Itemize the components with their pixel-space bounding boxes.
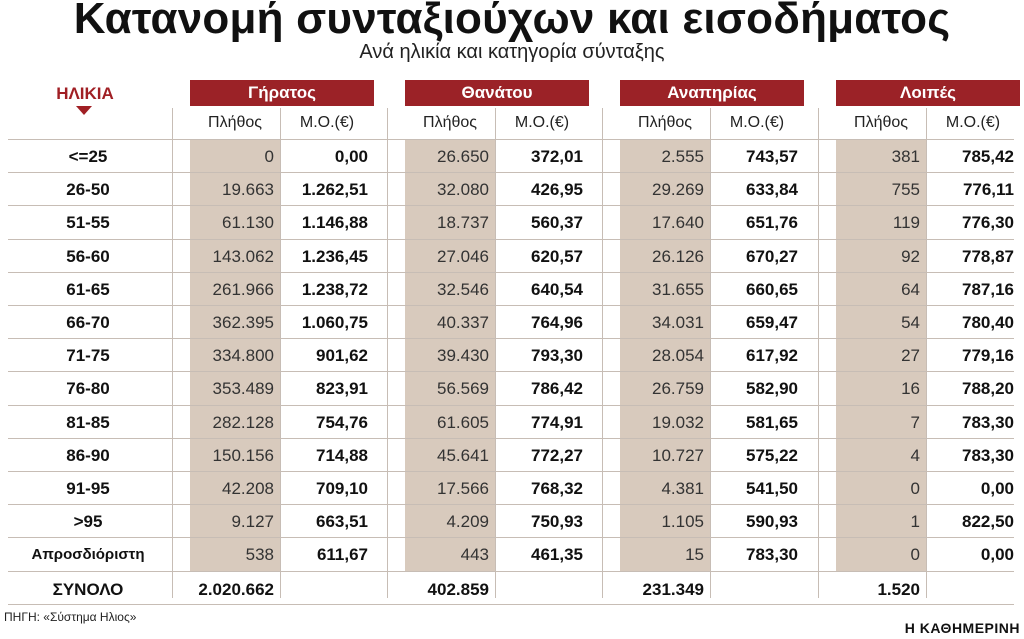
column-divider	[818, 108, 819, 598]
count-cell: 4	[910, 446, 920, 465]
group-header-label: Θανάτου	[405, 80, 589, 106]
avg-amount-cell: 793,30	[531, 346, 583, 365]
count-cell: 353.489	[212, 379, 274, 398]
age-group-label: 66-70	[66, 313, 110, 332]
age-group-label: 61-65	[66, 280, 110, 299]
avg-amount-cell: 560,37	[531, 213, 583, 232]
total-count-cell: 1.520	[877, 580, 920, 599]
count-cell: 381	[891, 147, 920, 166]
avg-amount-cell: 633,84	[746, 180, 798, 199]
avg-amount-cell: 663,51	[316, 512, 368, 531]
group-header-4	[836, 80, 1020, 106]
count-cell: 45.641	[437, 446, 489, 465]
group-header-1	[190, 80, 374, 106]
avg-amount-cell: 776,11	[962, 180, 1014, 199]
count-cell: 119	[892, 213, 920, 232]
column-divider	[172, 108, 173, 598]
avg-amount-cell: 823,91	[316, 379, 368, 398]
avg-amount-cell: 590,93	[746, 512, 798, 531]
group-header-label: Λοιπές	[836, 80, 1020, 106]
count-cell: 28.054	[652, 346, 704, 365]
count-cell: 0	[910, 479, 920, 498]
avg-amount-cell: 776,30	[962, 213, 1014, 232]
avg-amount-cell: 1.236,45	[301, 247, 368, 266]
count-cell: 4.209	[446, 512, 489, 531]
age-group-label: >95	[73, 512, 103, 531]
count-cell: 32.546	[437, 280, 489, 299]
avg-amount-cell: 754,76	[316, 413, 368, 432]
avg-amount-cell: 714,88	[316, 446, 368, 465]
count-cell: 17.640	[652, 213, 704, 232]
count-cell: 143.062	[212, 247, 274, 266]
count-cell: 32.080	[437, 180, 489, 199]
count-cell: 4.381	[661, 479, 704, 498]
column-divider	[602, 108, 603, 598]
avg-amount-cell: 764,96	[531, 313, 583, 332]
count-subheader: Πλήθος	[208, 114, 262, 131]
count-cell: 443	[460, 545, 489, 564]
avg-amount-cell: 779,16	[962, 346, 1014, 365]
avg-amount-cell: 660,65	[746, 280, 798, 299]
count-cell: 54	[901, 313, 920, 332]
avg-subheader: Μ.Ο.(€)	[514, 114, 570, 131]
count-cell: 27	[901, 346, 920, 365]
count-cell: 15	[685, 545, 704, 564]
avg-amount-cell: 709,10	[316, 479, 368, 498]
avg-amount-cell: 541,50	[746, 479, 798, 498]
count-cell: 261.966	[212, 280, 274, 299]
total-count-cell: 2.020.662	[198, 580, 274, 599]
age-header-label: ΗΛΙΚΙΑ	[56, 84, 114, 103]
avg-amount-cell: 575,22	[746, 446, 798, 465]
total-count-cell: 231.349	[642, 580, 704, 599]
count-subheader: Πλήθος	[854, 114, 908, 131]
count-cell: 282.128	[212, 413, 274, 432]
avg-amount-cell: 0,00	[334, 147, 368, 166]
avg-amount-cell: 461,35	[531, 545, 583, 564]
count-cell: 26.759	[652, 379, 704, 398]
count-cell: 17.566	[437, 479, 489, 498]
avg-amount-cell: 611,67	[316, 545, 368, 564]
age-group-label: 56-60	[66, 247, 110, 266]
count-cell: 7	[910, 413, 920, 432]
avg-amount-cell: 651,76	[746, 213, 798, 232]
count-cell: 19.663	[222, 180, 274, 199]
page-title: Κατανομή συνταξιούχων και εισοδήματος	[73, 0, 951, 43]
avg-amount-cell: 783,30	[962, 413, 1014, 432]
age-group-label: 86-90	[66, 446, 110, 465]
total-count-cell: 402.859	[427, 580, 489, 599]
count-cell: 31.655	[652, 280, 704, 299]
count-cell: 64	[901, 280, 920, 299]
count-cell: 42.208	[222, 479, 274, 498]
avg-subheader: Μ.Ο.(€)	[945, 114, 1001, 131]
avg-amount-cell: 772,27	[531, 446, 583, 465]
count-subheader: Πλήθος	[423, 114, 477, 131]
avg-amount-cell: 581,65	[746, 413, 798, 432]
row-divider	[8, 571, 1014, 572]
age-group-label: Απροσδιόριστη	[31, 546, 145, 563]
avg-amount-cell: 783,30	[962, 446, 1014, 465]
age-group-label: <=25	[68, 147, 108, 166]
count-cell: 92	[901, 247, 920, 266]
page-subtitle: Ανά ηλικία και κατηγορία σύνταξης	[359, 41, 665, 63]
avg-amount-cell: 788,20	[962, 379, 1014, 398]
count-cell: 1.105	[661, 512, 704, 531]
count-cell: 56.569	[437, 379, 489, 398]
avg-amount-cell: 640,54	[531, 280, 583, 299]
group-header-3	[620, 80, 804, 106]
count-cell: 61.605	[437, 413, 489, 432]
count-cell: 0	[264, 147, 274, 166]
age-column-header	[54, 84, 116, 104]
avg-subheader: Μ.Ο.(€)	[729, 114, 785, 131]
age-group-label: 81-85	[66, 413, 110, 432]
count-cell: 0	[910, 545, 920, 564]
count-cell: 150.156	[212, 446, 274, 465]
group-header-label: Αναπηρίας	[620, 80, 804, 106]
count-cell: 39.430	[437, 346, 489, 365]
age-group-label: 76-80	[66, 379, 110, 398]
count-cell: 1	[910, 512, 920, 531]
count-cell: 10.727	[652, 446, 704, 465]
count-cell: 61.130	[222, 213, 274, 232]
avg-amount-cell: 787,16	[962, 280, 1014, 299]
count-cell: 40.337	[437, 313, 489, 332]
avg-amount-cell: 617,92	[746, 346, 798, 365]
group-header-label: Γήρατος	[190, 80, 374, 106]
avg-amount-cell: 620,57	[531, 247, 583, 266]
age-group-label: 71-75	[66, 346, 110, 365]
avg-amount-cell: 743,57	[746, 147, 798, 166]
count-cell: 26.650	[437, 147, 489, 166]
avg-amount-cell: 786,42	[531, 379, 583, 398]
avg-amount-cell: 774,91	[531, 413, 583, 432]
age-group-label: 91-95	[66, 479, 110, 498]
count-subheader: Πλήθος	[638, 114, 692, 131]
avg-amount-cell: 778,87	[962, 247, 1014, 266]
avg-amount-cell: 372,01	[531, 147, 583, 166]
avg-amount-cell: 901,62	[316, 346, 368, 365]
avg-amount-cell: 0,00	[980, 479, 1014, 498]
avg-amount-cell: 768,32	[531, 479, 583, 498]
total-row-label: ΣΥΝΟΛΟ	[52, 580, 124, 599]
avg-amount-cell: 0,00	[980, 545, 1014, 564]
avg-amount-cell: 1.146,88	[301, 213, 368, 232]
age-group-label: 26-50	[66, 180, 110, 199]
count-cell: 2.555	[661, 147, 704, 166]
publisher-logo: Η ΚΑΘΗΜΕΡΙΝΗ	[904, 620, 1020, 636]
count-cell: 755	[891, 180, 920, 199]
group-header-2	[405, 80, 589, 106]
count-cell: 26.126	[652, 247, 704, 266]
count-cell: 334.800	[212, 346, 274, 365]
avg-amount-cell: 670,27	[746, 247, 798, 266]
avg-amount-cell: 822,50	[962, 512, 1014, 531]
sort-down-icon	[76, 106, 92, 115]
count-cell: 9.127	[231, 512, 274, 531]
avg-amount-cell: 426,95	[531, 180, 583, 199]
count-cell: 18.737	[437, 213, 489, 232]
count-cell: 27.046	[437, 247, 489, 266]
avg-amount-cell: 780,40	[962, 313, 1014, 332]
avg-amount-cell: 783,30	[746, 545, 798, 564]
avg-amount-cell: 1.262,51	[301, 180, 368, 199]
count-cell: 29.269	[652, 180, 704, 199]
age-group-label: 51-55	[66, 213, 110, 232]
count-cell: 538	[245, 545, 274, 564]
avg-amount-cell: 750,93	[531, 512, 583, 531]
count-cell: 34.031	[652, 313, 704, 332]
avg-amount-cell: 785,42	[962, 147, 1014, 166]
source-note: ΠΗΓΗ: «Σύστημα Ηλιος»	[4, 610, 137, 624]
count-cell: 362.395	[212, 313, 274, 332]
avg-amount-cell: 582,90	[746, 379, 798, 398]
avg-subheader: Μ.Ο.(€)	[299, 114, 355, 131]
avg-amount-cell: 1.060,75	[301, 313, 368, 332]
avg-amount-cell: 1.238,72	[301, 280, 368, 299]
avg-amount-cell: 659,47	[746, 313, 798, 332]
count-cell: 16	[901, 379, 920, 398]
column-divider	[387, 108, 388, 598]
count-cell: 19.032	[652, 413, 704, 432]
